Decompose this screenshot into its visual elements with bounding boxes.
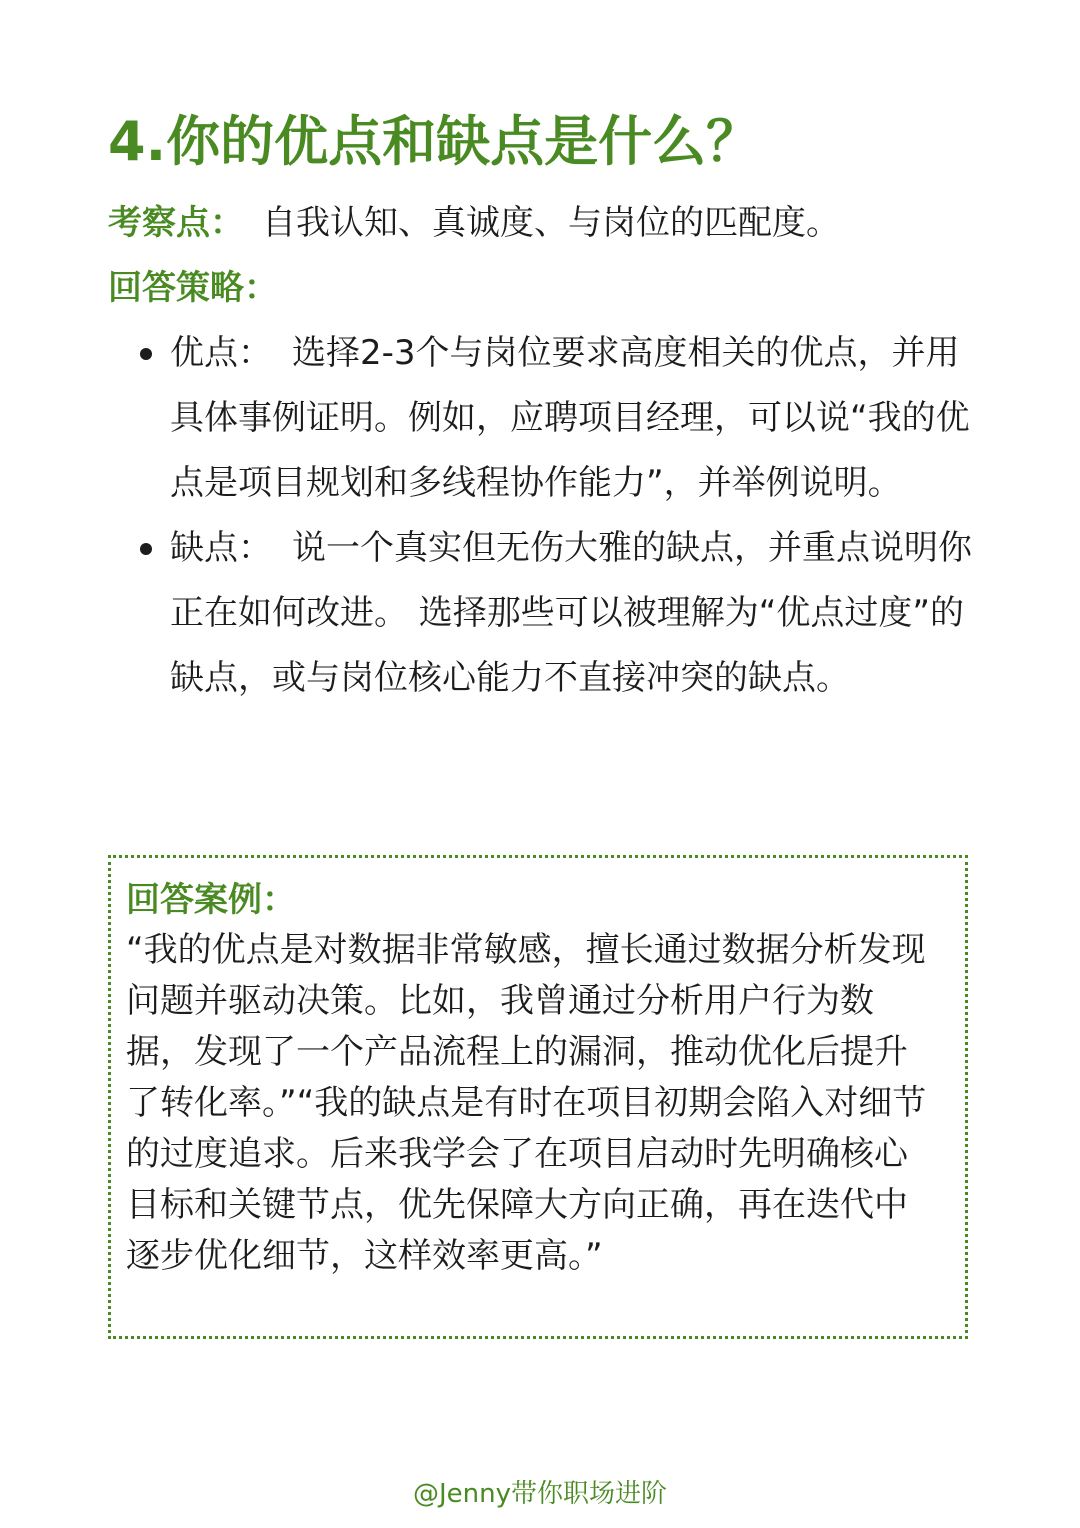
strategy-item-label: 优点： bbox=[170, 333, 272, 373]
strategy-item-strengths bbox=[140, 321, 980, 516]
example-box bbox=[108, 855, 968, 1339]
strategy-item-text: 选择2-3个与岗位要求高度相关的优点，并用具体事例证明。例如，应聘项目经理，可以说“我的优点是项目规划和多线程协作能力”，并举例说明。 bbox=[170, 333, 970, 503]
page-title: 4.你的优点和缺点是什么？ bbox=[108, 110, 761, 173]
bullet-dot-icon bbox=[140, 543, 152, 555]
footer-signature: @Jenny带你职场进阶 bbox=[412, 1479, 667, 1509]
assessment-row bbox=[108, 193, 988, 253]
assessment-label: 考察点： bbox=[108, 203, 244, 243]
strategy-item-text: 说一个真实但无伤大雅的缺点，并重点说明你正在如何改进。 选择那些可以被理解为“优点过度”的缺点，或与岗位核心能力不直接冲突的缺点。 bbox=[170, 528, 972, 698]
assessment-value: 自我认知、真诚度、与岗位的匹配度。 bbox=[262, 203, 840, 243]
bullet-dot-icon bbox=[140, 348, 152, 360]
example-text: “我的优点是对数据非常敏感，擅长通过数据分析发现问题并驱动决策。比如，我曾通过分析用户行为数据，发现了一个产品流程上的漏洞，推动优化后提升了转化率。”“我的缺点是有时在项目初期会陷入对细节的过度追求。后来我学会了在项目启动时先明确核心目标和关键节点，优先保障大方向正确，再在迭代中逐步优化细节，这样效率更高。” bbox=[126, 930, 927, 1276]
strategy-item-label: 缺点： bbox=[170, 528, 272, 568]
strategy-heading: 回答策略： bbox=[108, 268, 278, 308]
strategy-list bbox=[140, 321, 980, 711]
strategy-item-weaknesses bbox=[140, 516, 980, 711]
example-heading: 回答案例： bbox=[126, 880, 296, 920]
